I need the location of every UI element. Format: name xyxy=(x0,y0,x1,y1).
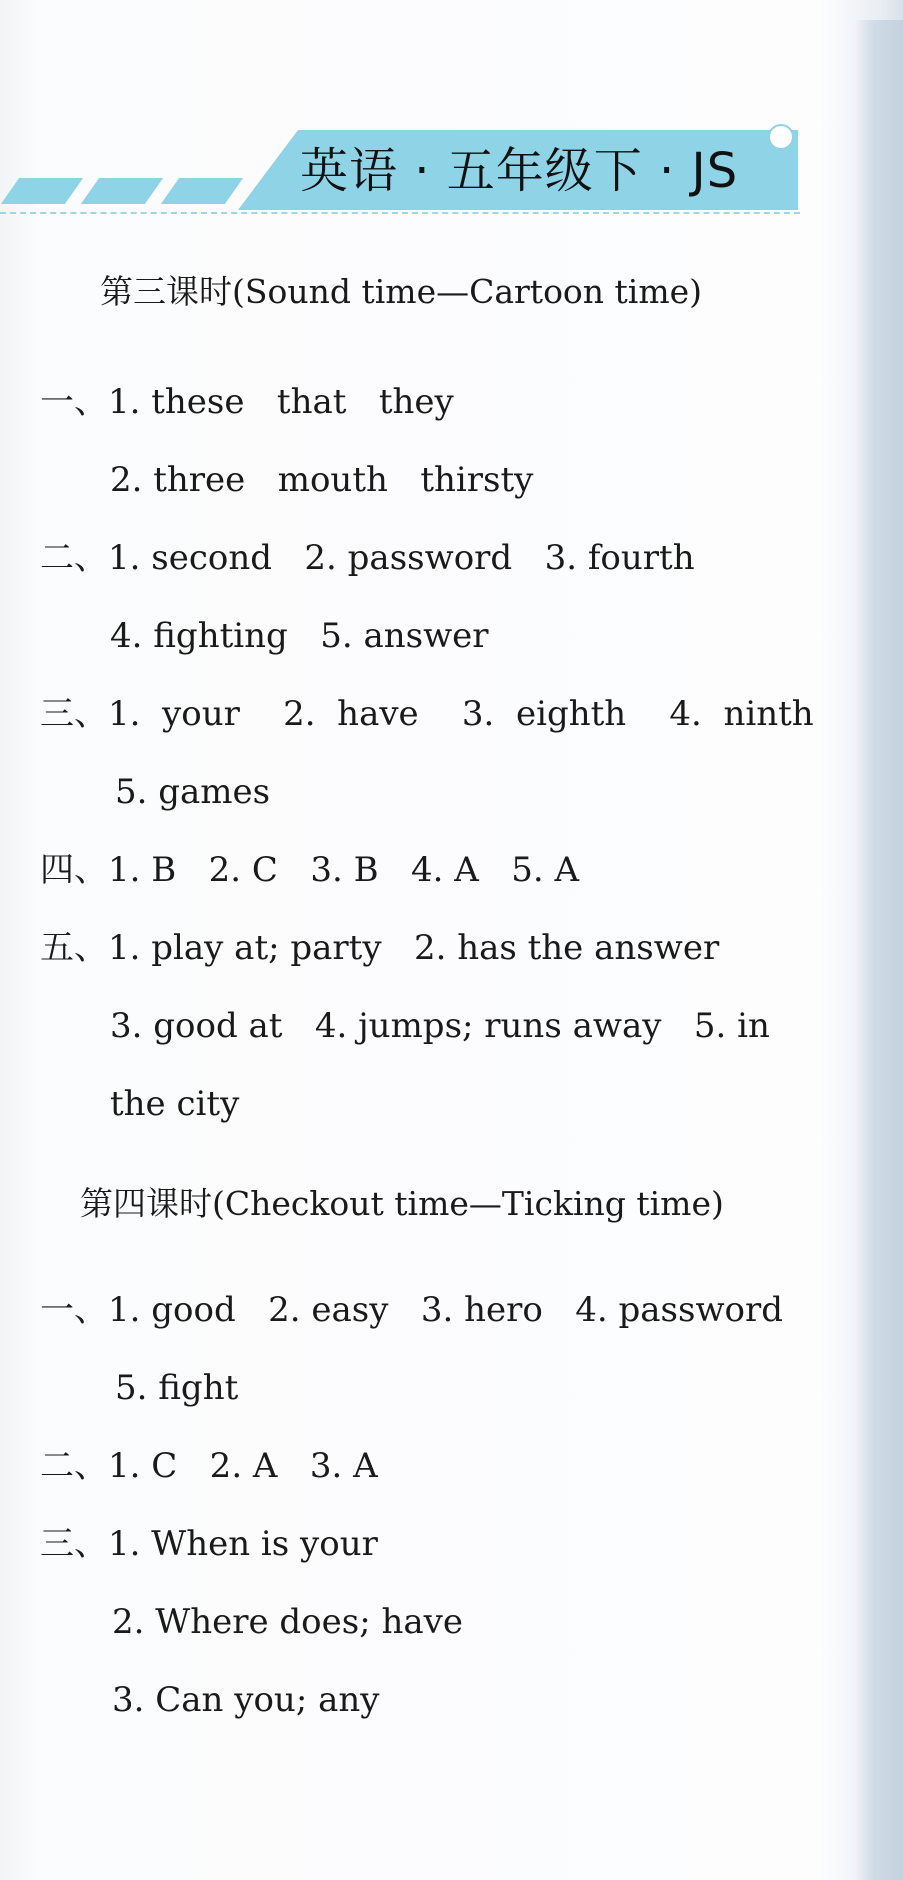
lesson4-line: 二、1. C 2. A 3. A xyxy=(40,1446,378,1486)
lesson3-line: 四、1. B 2. C 3. B 4. A 5. A xyxy=(40,850,580,890)
lesson4-line: 一、1. good 2. easy 3. hero 4. password xyxy=(40,1290,784,1330)
lesson4-line: 3. Can you; any xyxy=(112,1680,380,1720)
lesson3-line: 2. three mouth thirsty xyxy=(110,460,534,500)
lesson3-line: 4. fighting 5. answer xyxy=(110,616,489,656)
lesson3-line: the city xyxy=(110,1084,240,1124)
lesson4-line: 三、1. When is your xyxy=(40,1524,378,1564)
lesson3-line: 三、1. your 2. have 3. eighth 4. ninth xyxy=(40,694,814,734)
lesson4-heading: 第四课时(Checkout time—Ticking time) xyxy=(80,1184,724,1223)
lesson4-line: 5. fight xyxy=(115,1368,239,1408)
lesson3-line: 5. games xyxy=(115,772,271,812)
lesson3-line: 五、1. play at; party 2. has the answer xyxy=(40,928,720,968)
lesson3-line: 3. good at 4. jumps; runs away 5. in xyxy=(110,1006,770,1046)
lesson4-line: 2. Where does; have xyxy=(112,1602,463,1642)
lesson3-line: 二、1. second 2. password 3. fourth xyxy=(40,538,695,578)
lesson3-heading: 第三课时(Sound time—Cartoon time) xyxy=(100,272,703,311)
lesson3-line: 一、1. these that they xyxy=(40,382,454,422)
header-title: 英语 · 五年级下 · JS xyxy=(300,143,739,199)
